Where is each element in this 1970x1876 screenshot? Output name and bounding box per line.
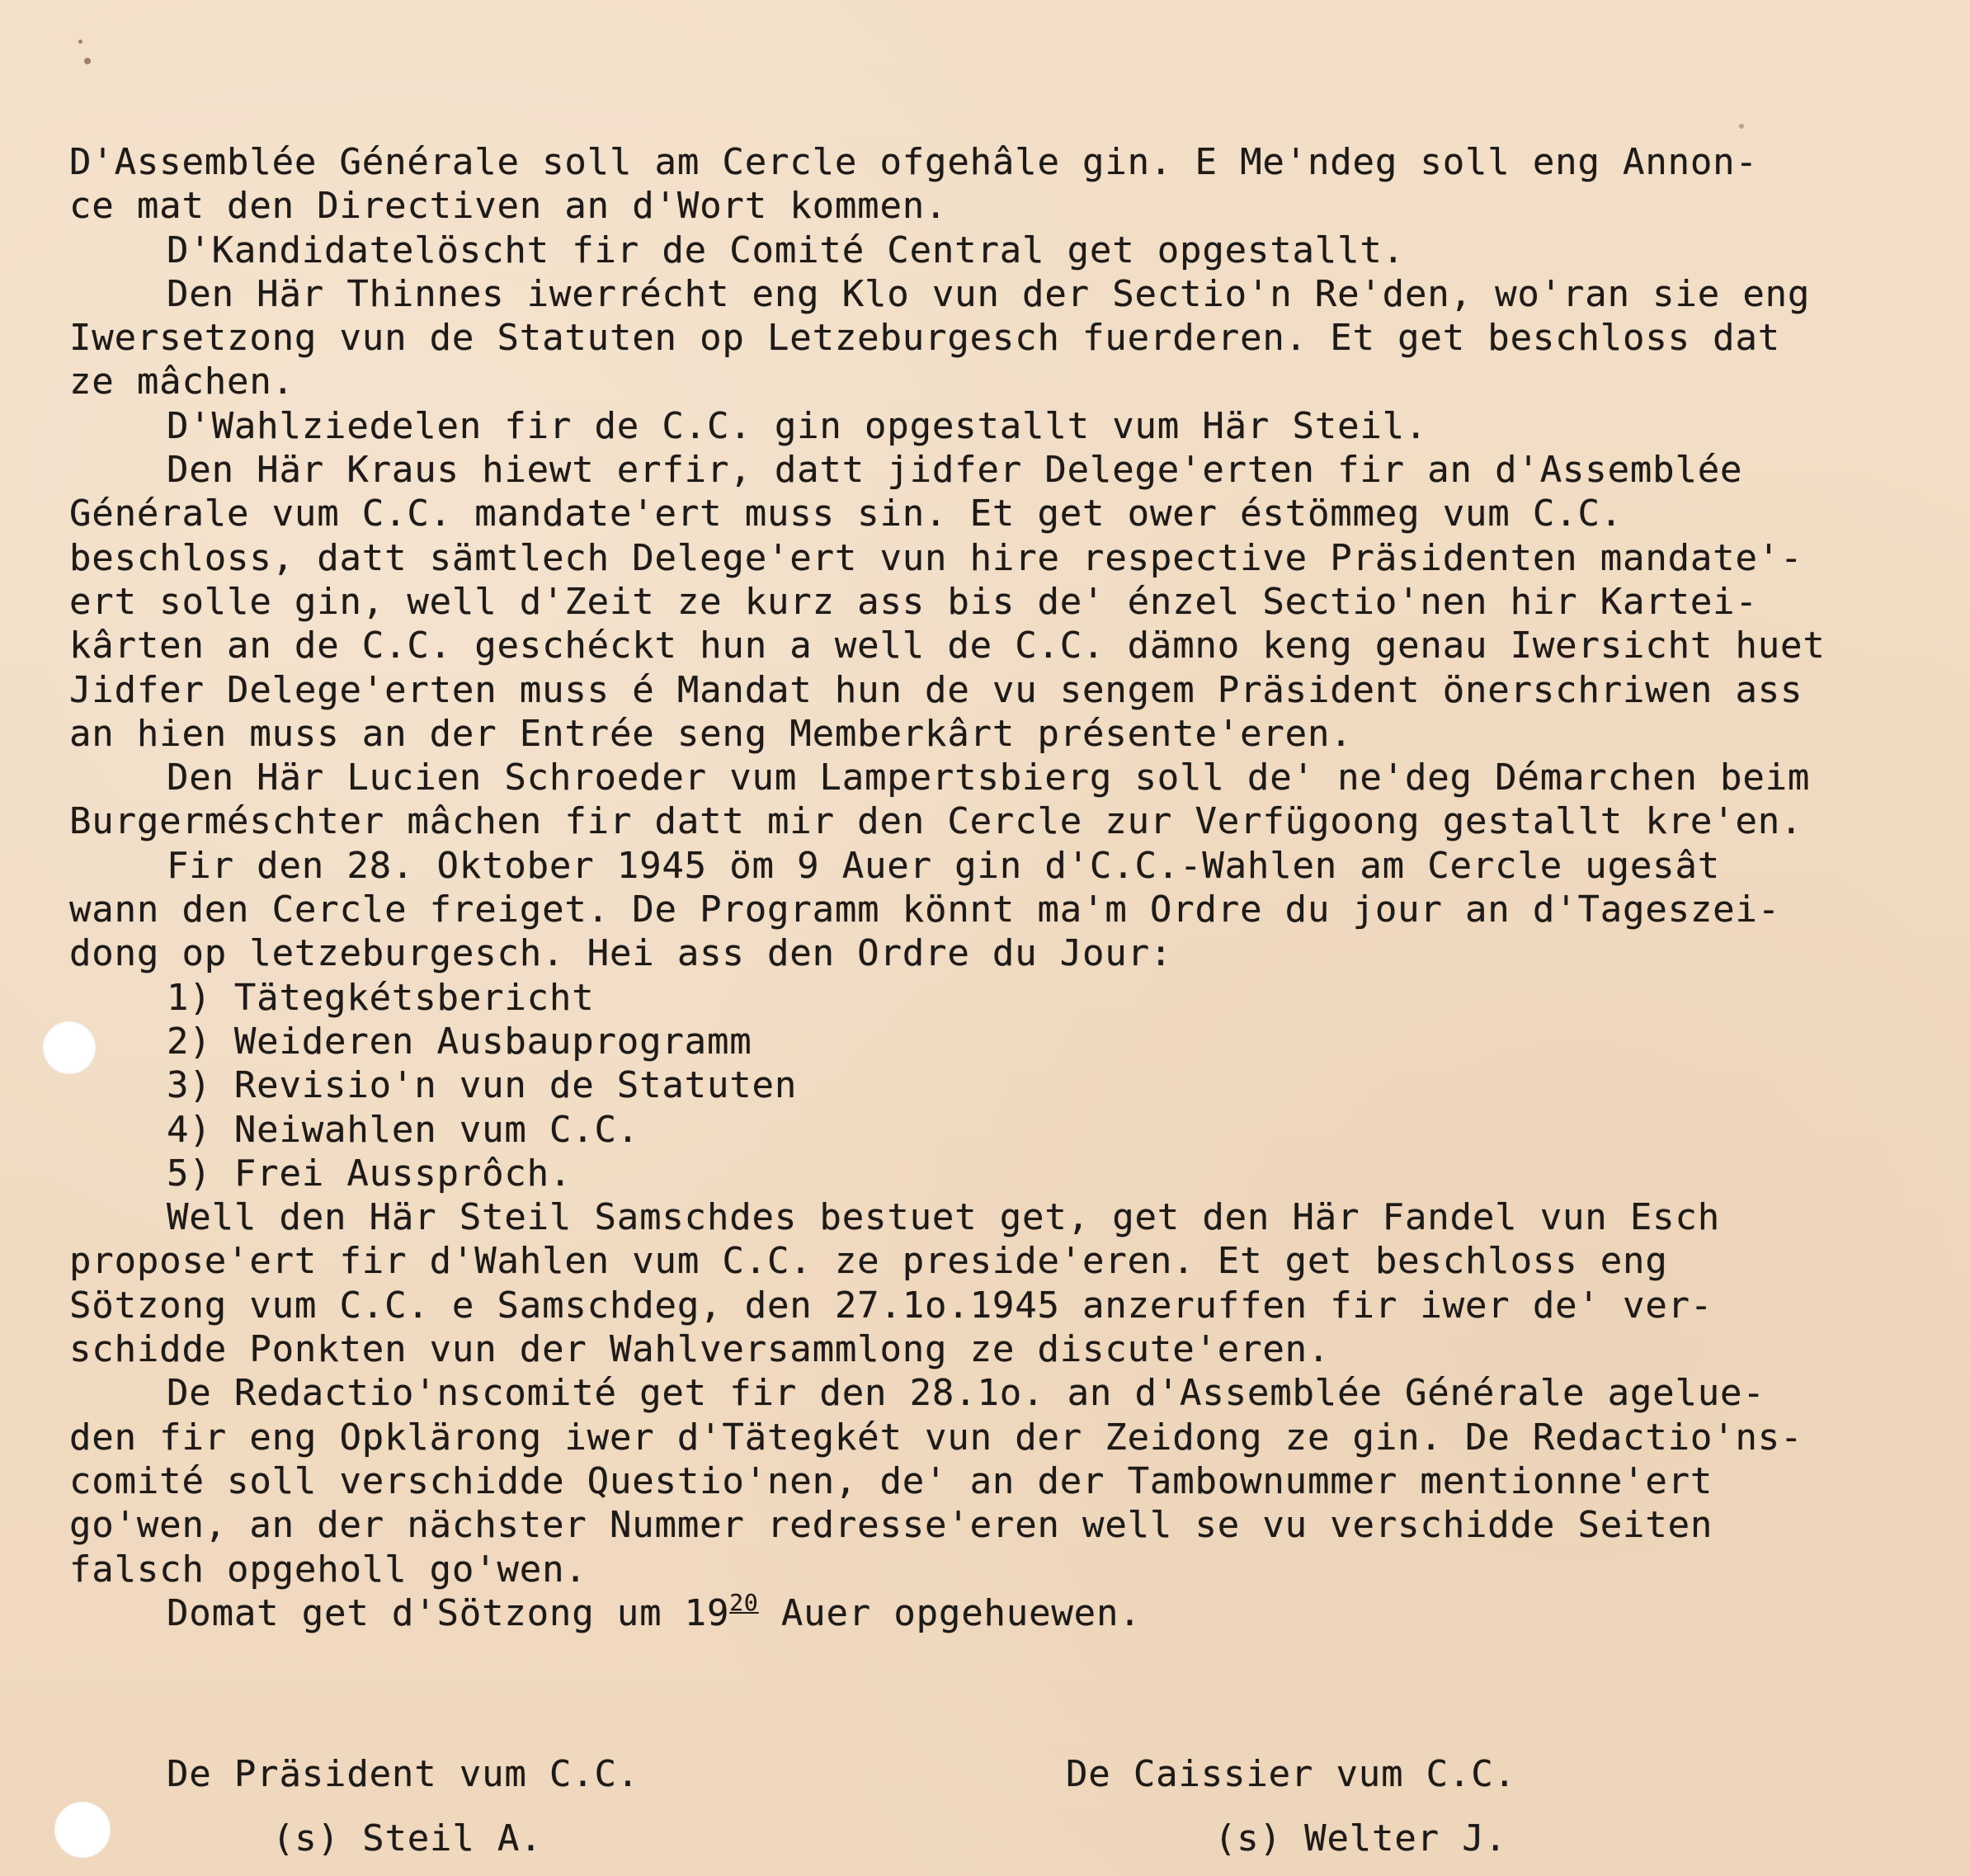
document-line: Fir den 28. Oktober 1945 öm 9 Auer gin d'C.C.-Wahlen am Cercle ugesât — [167, 844, 1721, 887]
cashier-title: De Caissier vum C.C. — [1066, 1753, 1516, 1795]
document-line: Den Här Thinnes iwerrécht eng Klo vun der Sectio'n Re'den, wo'ran sie eng — [167, 272, 1811, 315]
closing-text-start: Domat get d'Sötzong um 19 — [167, 1591, 730, 1634]
document-line: falsch opgeholl go'wen. — [69, 1548, 587, 1591]
president-name: (s) Steil A. — [272, 1817, 543, 1860]
document-line: ze mâchen. — [69, 361, 295, 403]
agenda-item: 4) Neiwahlen vum C.C. — [167, 1108, 640, 1151]
document-line: Den Här Kraus hiewt erfir, datt jidfer Delege'erten fir an d'Assemblée — [167, 449, 1743, 492]
agenda-item: 2) Weideren Ausbauprogramm — [167, 1020, 752, 1063]
paper-speck — [1739, 124, 1744, 129]
document-line: beschloss, datt sämtlech Delege'ert vun hire respective Präsidenten mandate'- — [69, 536, 1803, 579]
document-line: ce mat den Directiven an d'Wort kommen. — [69, 185, 948, 228]
document-line: den fir eng Opklärong iwer d'Tätegkét vun der Zeidong ze gin. De Redactio'ns- — [69, 1416, 1803, 1459]
document-line: D'Wahlziedelen fir de C.C. gin opgestallt vum Här Steil. — [167, 404, 1428, 447]
document-line: De Redactio'nscomité get fir den 28.1o. an d'Assemblée Générale agelue- — [167, 1372, 1765, 1415]
document-line: Iwersetzong vun de Statuten op Letzeburgesch fuerderen. Et get beschloss dat — [69, 317, 1781, 360]
document-line: an hien muss an der Entrée seng Memberkârt présente'eren. — [69, 712, 1353, 755]
document-line: dong op letzeburgesch. Hei ass den Ordre du Jour: — [69, 932, 1173, 975]
time-superscript: 20 — [729, 1588, 759, 1616]
document-line: Générale vum C.C. mandate'ert muss sin. Et get ower éstömmeg vum C.C. — [69, 493, 1624, 535]
agenda-item: 1) Tätegkétsbericht — [167, 976, 595, 1019]
document-line: kârten an de C.C. geschéckt hun a well de C.C. dämno keng genau Iwersicht huet — [69, 625, 1826, 667]
signature-block — [0, 1752, 1970, 1876]
document-line: D'Assemblée Générale soll am Cercle ofgehâle gin. E Me'ndeg soll eng Annon- — [69, 141, 1758, 183]
document-line: Jidfer Delege'erten muss é Mandat hun de vu sengem Präsident önerschriwen ass — [69, 668, 1803, 711]
agenda-item: 3) Revisio'n vun de Statuten — [167, 1064, 798, 1107]
document-line: Burgerméschter mâchen fir datt mir den Cercle zur Verfügoong gestallt kre'en. — [69, 800, 1803, 843]
paper-speck — [78, 40, 82, 44]
document-line: Sötzong vum C.C. e Samschdeg, den 27.1o.1945 anzeruffen fir iwer de' ver- — [69, 1284, 1713, 1327]
document-line: Well den Här Steil Samschdes bestuet get, get den Här Fandel vun Esch — [167, 1196, 1721, 1239]
cashier-name: (s) Welter J. — [1214, 1817, 1507, 1860]
document-line: ert solle gin, well d'Zeit ze kurz ass bis de' énzel Sectio'nen hir Kartei- — [69, 580, 1758, 623]
document-line: propose'ert fir d'Wahlen vum C.C. ze preside'eren. Et get beschloss eng — [69, 1240, 1668, 1283]
document-line: go'wen, an der nächster Nummer redresse'eren well se vu verschidde Seiten — [69, 1504, 1713, 1547]
document-line: wann den Cercle freiget. De Programm könnt ma'm Ordre du jour an d'Tageszei- — [69, 889, 1781, 931]
document-line: Den Här Lucien Schroeder vum Lampertsbierg soll de' ne'deg Démarchen beim — [167, 757, 1811, 799]
paper-speck — [84, 58, 91, 64]
document-line: D'Kandidatelöscht fir de Comité Central get opgestallt. — [167, 229, 1405, 271]
document-line: schidde Ponkten vun der Wahlversammlong ze discute'eren. — [69, 1328, 1331, 1371]
closing-text-end: Auer opgehuewen. — [758, 1591, 1142, 1634]
president-title: De Präsident vum C.C. — [167, 1753, 640, 1795]
closing-line — [69, 1588, 1950, 1635]
document-body — [69, 140, 1950, 1635]
agenda-item: 5) Frei Aussprôch. — [167, 1152, 573, 1195]
document-line: comité soll verschidde Questio'nen, de' an der Tambownummer mentionne'ert — [69, 1459, 1713, 1502]
